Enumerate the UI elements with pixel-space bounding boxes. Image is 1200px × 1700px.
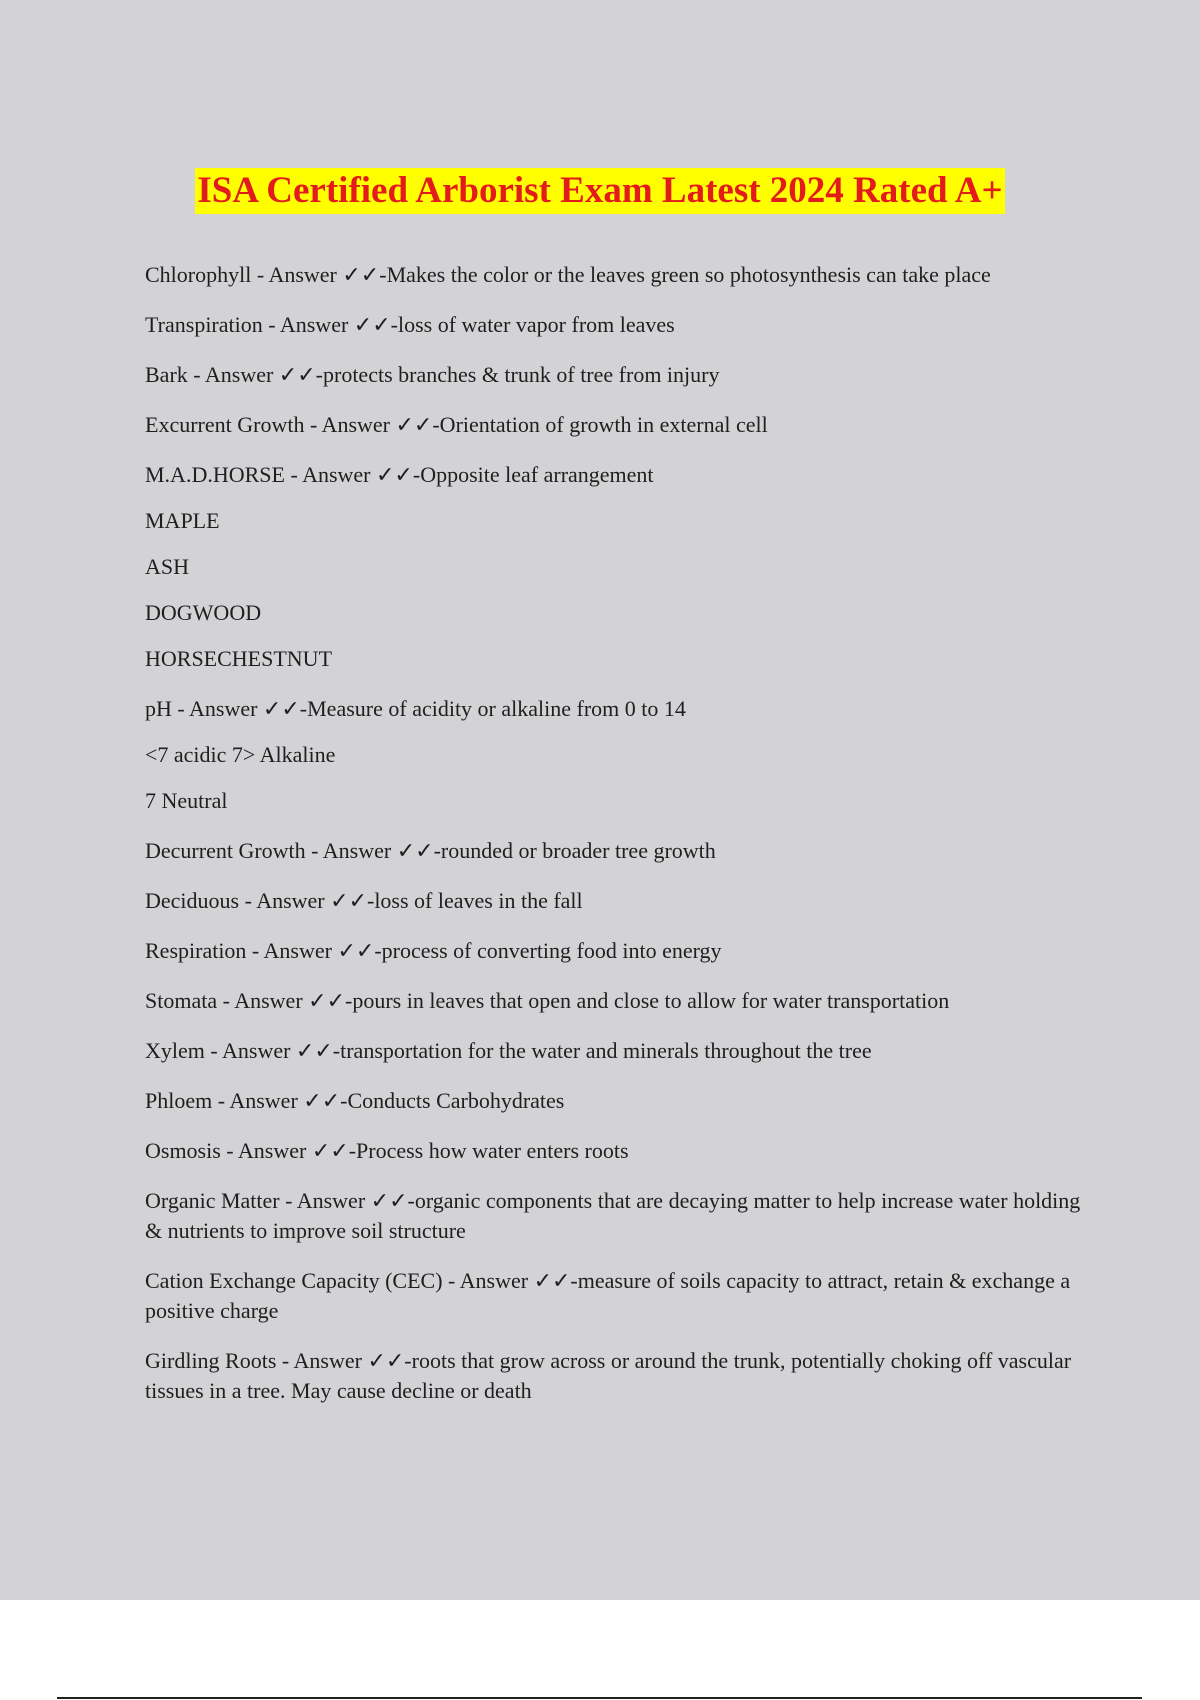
entry-transpiration: Transpiration - Answer ✓✓-loss of water vapor from leaves (145, 312, 675, 337)
entry-xylem: Xylem - Answer ✓✓-transportation for the water and minerals throughout the tree (145, 1038, 872, 1063)
entry-deciduous: Deciduous - Answer ✓✓-loss of leaves in the fall (145, 888, 583, 913)
entry-maple: MAPLE (145, 508, 220, 533)
entry-excurrent-growth: Excurrent Growth - Answer ✓✓-Orientation of growth in external cell (145, 412, 768, 437)
entry-respiration: Respiration - Answer ✓✓-process of converting food into energy (145, 938, 722, 963)
entry-osmosis: Osmosis - Answer ✓✓-Process how water enters roots (145, 1138, 629, 1163)
entry-decurrent-growth: Decurrent Growth - Answer ✓✓-rounded or broader tree growth (145, 838, 716, 863)
entry-bark: Bark - Answer ✓✓-protects branches & trunk of tree from injury (145, 362, 720, 387)
page-title: ISA Certified Arborist Exam Latest 2024 Rated A+ (195, 168, 1004, 214)
entry-mad-horse: M.A.D.HORSE - Answer ✓✓-Opposite leaf arrangement (145, 462, 654, 487)
entry-phloem: Phloem - Answer ✓✓-Conducts Carbohydrates (145, 1088, 565, 1113)
entry-organic-matter: Organic Matter - Answer ✓✓-organic components that are decaying matter to help increase water holding & nutrients to improve soil structure (145, 1188, 1081, 1243)
page-divider (57, 1697, 1142, 1699)
entry-stomata: Stomata - Answer ✓✓-pours in leaves that open and close to allow for water transportation (145, 988, 950, 1013)
entry-ph-neutral: 7 Neutral (145, 788, 228, 813)
entry-cation-exchange-capacity: Cation Exchange Capacity (CEC) - Answer ✓✓-measure of soils capacity to attract, retain & exchange a positive charge (145, 1268, 1071, 1323)
entry-ash: ASH (145, 554, 190, 579)
flashcard-list (145, 260, 1085, 1406)
entry-dogwood: DOGWOOD (145, 600, 262, 625)
entry-horsechestnut: HORSECHESTNUT (145, 646, 333, 671)
entry-girdling-roots: Girdling Roots - Answer ✓✓-roots that grow across or around the trunk, potentially choking off vascular tissues in a tree. May cause decline or death (145, 1348, 1072, 1403)
entry-chlorophyll: Chlorophyll - Answer ✓✓-Makes the color or the leaves green so photosynthesis can take place (145, 262, 991, 287)
title-container (0, 168, 1200, 214)
entry-ph-acidic: <7 acidic 7> Alkaline (145, 742, 336, 767)
entry-ph: pH - Answer ✓✓-Measure of acidity or alkaline from 0 to 14 (145, 696, 686, 721)
